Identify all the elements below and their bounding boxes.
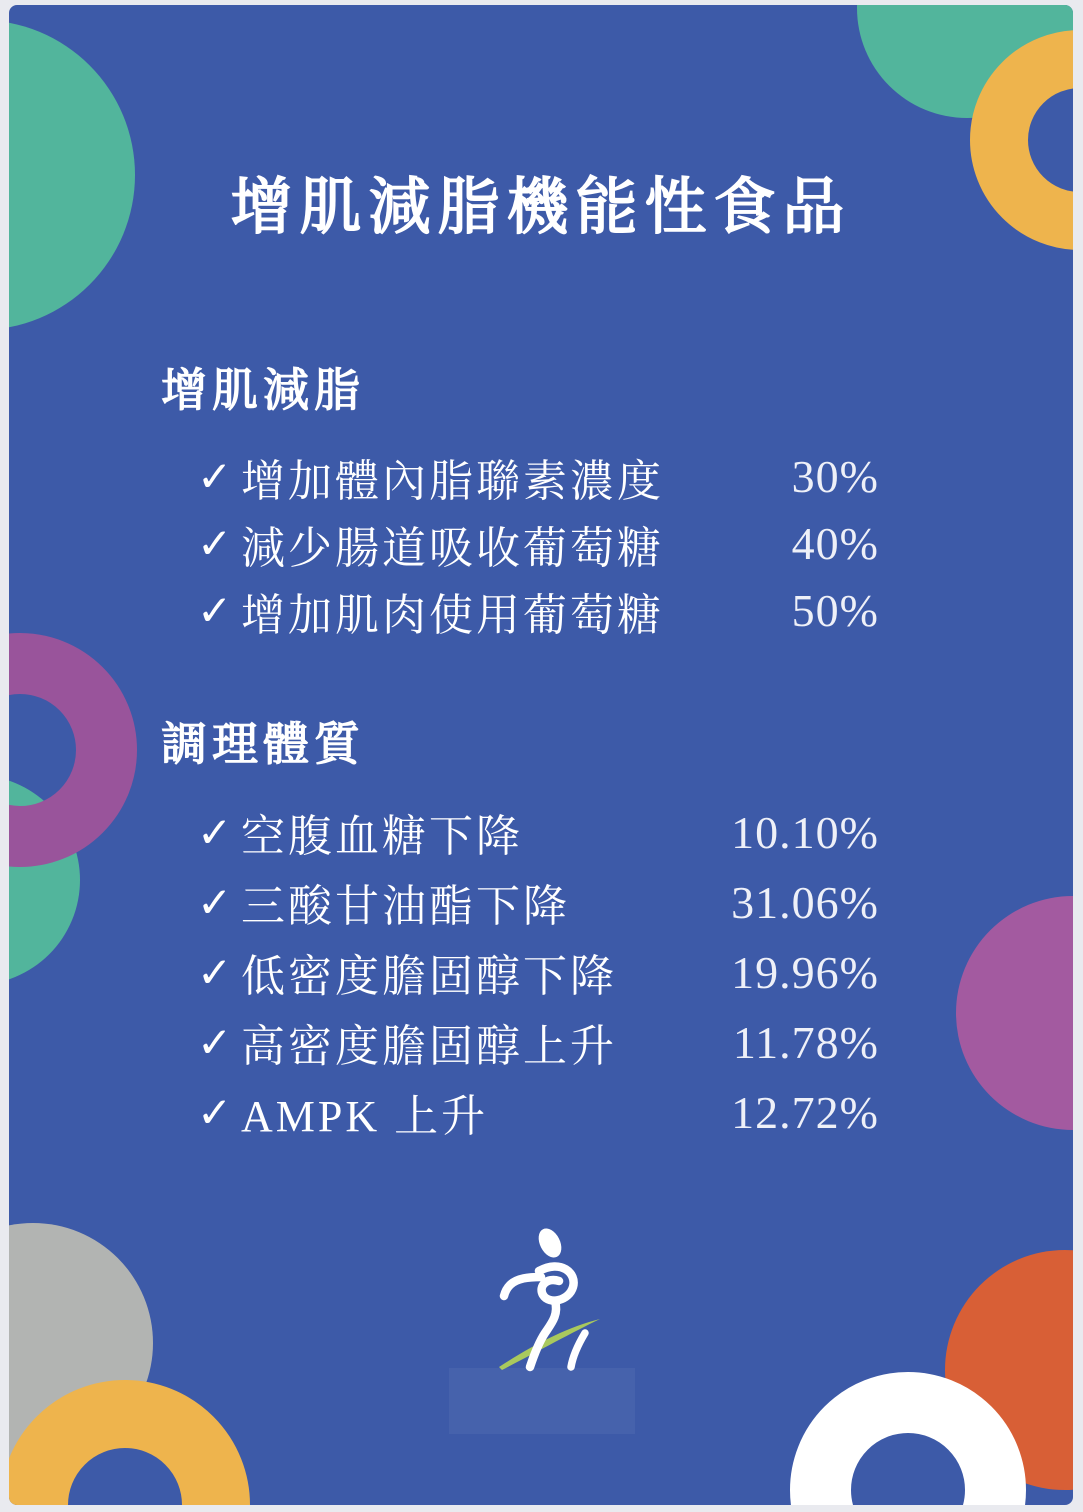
logo-arm [504, 1277, 541, 1296]
check-icon: ✓ [197, 807, 233, 857]
runner-logo-icon [487, 1221, 617, 1373]
poster-title: 增肌減脂機能性食品 [230, 174, 852, 242]
benefit-list [161, 797, 879, 1147]
section-body-regulation [161, 717, 879, 1147]
benefit-value: 40% [791, 518, 879, 569]
check-icon: ✓ [197, 1017, 233, 1067]
benefit-row [161, 867, 879, 937]
benefit-row [161, 1007, 879, 1077]
benefit-label: 空腹血糖下降 [241, 812, 523, 861]
benefit-row [161, 510, 879, 577]
section-muscle-fat [161, 363, 879, 644]
benefit-value: 31.06% [731, 876, 879, 928]
benefit-row [161, 443, 879, 510]
check-icon: ✓ [197, 586, 233, 635]
benefit-label: 三酸甘油酯下降 [241, 882, 570, 931]
benefit-label: 增加體內脂聯素濃度 [241, 456, 664, 506]
benefit-value: 11.78% [732, 1016, 879, 1068]
benefit-label: 增加肌肉使用葡萄糖 [241, 590, 664, 640]
check-icon: ✓ [197, 1087, 233, 1137]
benefit-row [161, 937, 879, 1007]
check-icon: ✓ [197, 877, 233, 927]
benefit-row [161, 797, 879, 867]
check-icon: ✓ [197, 947, 233, 997]
benefit-label: AMPK 上升 [241, 1092, 489, 1141]
benefit-value: 12.72% [731, 1086, 879, 1138]
benefit-row [161, 577, 879, 644]
decor-circle-magenta-right [956, 896, 1073, 1130]
check-icon: ✓ [197, 452, 233, 501]
benefit-label: 低密度膽固醇下降 [241, 952, 617, 1001]
faint-watermark [449, 1368, 635, 1434]
benefit-value: 10.10% [731, 806, 879, 858]
logo-front-leg [530, 1301, 556, 1367]
poster-card [9, 5, 1073, 1505]
section-title: 增肌減脂 [161, 365, 365, 416]
section-title: 調理體質 [161, 719, 365, 770]
logo-back-leg [571, 1333, 585, 1367]
benefit-label: 高密度膽固醇上升 [241, 1022, 617, 1071]
decor-donut-purple-left [9, 633, 137, 867]
benefit-value: 30% [791, 451, 879, 502]
benefit-value: 50% [791, 585, 879, 636]
check-icon: ✓ [197, 519, 233, 568]
benefit-list [161, 443, 879, 644]
benefit-row [161, 1077, 879, 1147]
benefit-label: 減少腸道吸收葡萄糖 [241, 523, 664, 573]
benefit-value: 19.96% [731, 946, 879, 998]
runner-logo [487, 1221, 617, 1373]
logo-head [534, 1225, 566, 1262]
logo-torso [539, 1266, 574, 1300]
